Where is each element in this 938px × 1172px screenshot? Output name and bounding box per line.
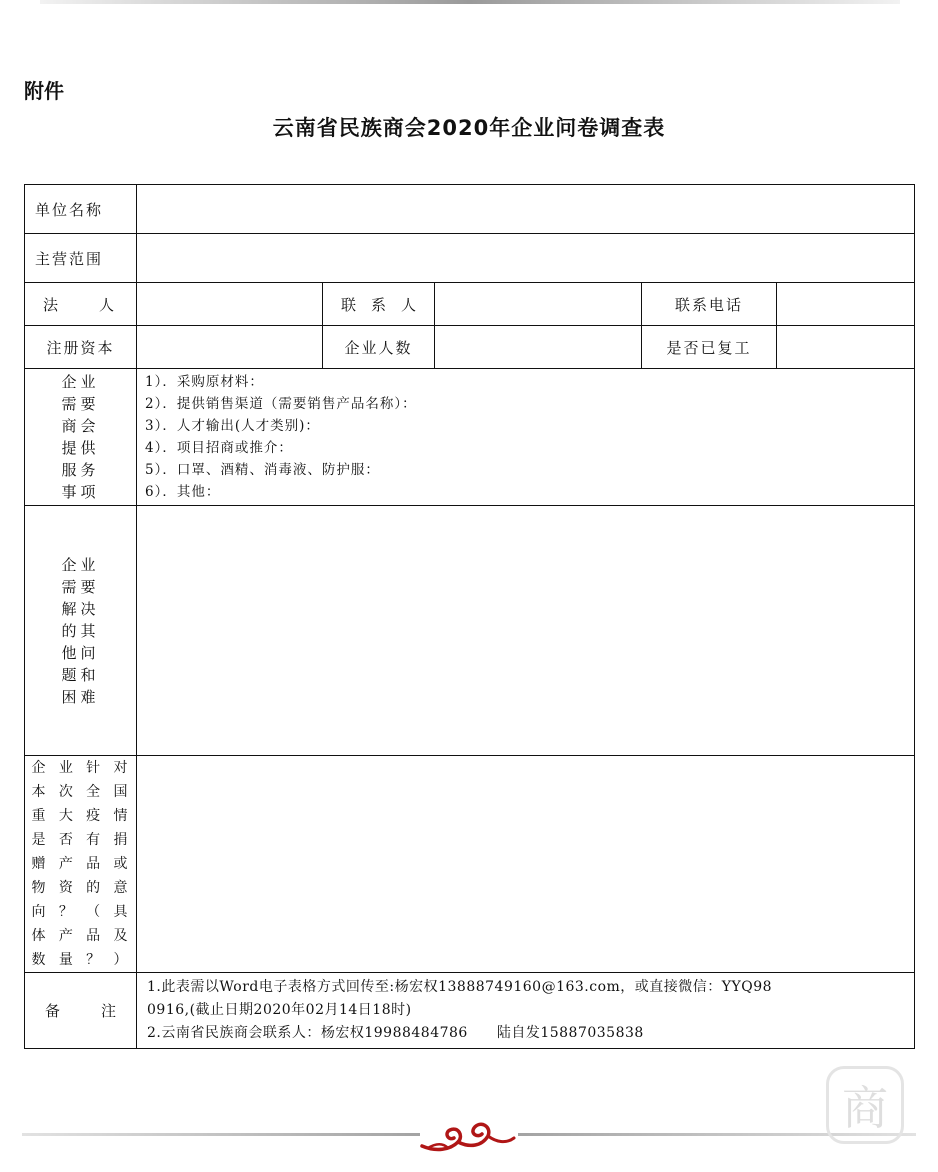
donation-label-cell <box>25 756 137 973</box>
problems-label-line: 他问 <box>61 643 100 662</box>
contact-person-label <box>323 294 434 315</box>
legal-rep-label <box>25 294 136 315</box>
donation-label-line: 是否有捐 <box>31 832 130 848</box>
services-options <box>137 369 914 505</box>
problems-label-cell <box>25 506 137 756</box>
problems-field[interactable] <box>137 506 915 756</box>
registered-capital-field[interactable] <box>137 326 323 369</box>
donation-label-line: 物资的意 <box>31 880 130 896</box>
contact-person-label-char: 联 <box>341 295 357 314</box>
remarks-label-char: 注 <box>100 1002 116 1020</box>
contact-person-label-char: 系 <box>370 295 386 314</box>
footer-divider-left <box>22 1133 420 1136</box>
services-label <box>59 371 103 503</box>
donation-label-line: 重大疫情 <box>31 808 130 824</box>
contact-person-field[interactable] <box>435 283 642 326</box>
services-label-line: 商会 <box>61 417 100 435</box>
attachment-label: 附件 <box>24 79 64 103</box>
remarks-label <box>25 1000 136 1021</box>
remarks-label-char: 备 <box>45 1002 61 1020</box>
resumed-work-label: 是否已复工 <box>666 338 752 357</box>
problems-label-line: 的其 <box>61 621 100 640</box>
survey-form-table <box>24 184 915 1049</box>
business-scope-field[interactable] <box>137 234 915 283</box>
unit-name-field[interactable] <box>137 185 915 234</box>
donation-label-line: 赠产品或 <box>31 856 130 872</box>
problems-label-line: 解决 <box>61 599 100 618</box>
problems-label-line: 企业 <box>61 555 100 574</box>
legal-rep-label-cell <box>25 283 137 326</box>
contact-phone-label-cell <box>642 283 777 326</box>
unit-name-label: 单位名称 <box>35 200 104 219</box>
business-scope-label-cell <box>25 234 137 283</box>
problems-label <box>59 554 103 708</box>
services-label-line: 事项 <box>61 483 100 501</box>
employee-count-label-cell <box>323 326 435 369</box>
problems-label-line: 困难 <box>61 687 100 706</box>
page-title: 云南省民族商会2020年企业问卷调查表 <box>272 116 666 140</box>
donation-label-line: 本次全国 <box>31 784 130 800</box>
services-label-line: 企业 <box>61 373 100 391</box>
services-label-line: 服务 <box>61 461 100 479</box>
contact-person-label-cell <box>323 283 435 326</box>
legal-rep-label-char: 人 <box>98 295 114 314</box>
services-label-line: 提供 <box>61 439 100 457</box>
remarks-cell <box>137 973 915 1049</box>
remarks-line: 2.云南省民族商会联系人：杨宏权19988484786 陆自发15887035838 <box>147 1025 644 1041</box>
legal-rep-label-char: 法 <box>43 295 59 314</box>
donation-label <box>32 756 130 972</box>
services-label-cell <box>25 369 137 506</box>
contact-phone-label: 联系电话 <box>674 295 743 314</box>
employee-count-field[interactable] <box>435 326 642 369</box>
services-option: 4）．项目招商或推介： <box>145 440 293 456</box>
donation-label-line: 数量？） <box>31 952 130 968</box>
remarks-line: 0916,(截止日期2020年02月14日18时) <box>147 1002 412 1018</box>
services-option: 1）．采购原材料： <box>145 374 264 390</box>
resumed-work-label-cell <box>642 326 777 369</box>
registered-capital-label: 注册资本 <box>46 338 115 357</box>
contact-phone-field[interactable] <box>777 283 915 326</box>
services-label-line: 需要 <box>61 395 100 413</box>
top-divider <box>40 0 900 4</box>
registered-capital-label-cell <box>25 326 137 369</box>
services-option: 2）．提供销售渠道（需要销售产品名称）： <box>145 396 417 412</box>
donation-label-line: 向？（具 <box>31 904 130 920</box>
services-option: 5）．口罩、酒精、消毒液、防护服： <box>145 462 380 478</box>
remarks-line: 1.此表需以Word电子表格方式回传至:杨宏权13888749160@163.com，或直接微信：YYQ98 <box>147 979 773 995</box>
unit-name-label-cell <box>25 185 137 234</box>
cloud-ornament-icon <box>418 1108 518 1158</box>
employee-count-label: 企业人数 <box>344 338 413 357</box>
resumed-work-field[interactable] <box>777 326 915 369</box>
services-field[interactable] <box>137 369 915 506</box>
contact-person-label-char: 人 <box>400 295 416 314</box>
donation-label-line: 体产品及 <box>31 928 130 944</box>
business-scope-label: 主营范围 <box>35 249 104 268</box>
services-option: 6）．其他： <box>145 484 221 500</box>
services-option: 3）．人才输出(人才类别)： <box>145 418 320 434</box>
legal-rep-field[interactable] <box>137 283 323 326</box>
problems-label-line: 需要 <box>61 577 100 596</box>
remarks-text <box>137 973 914 1048</box>
remarks-label-cell <box>25 973 137 1049</box>
problems-label-line: 题和 <box>61 665 100 684</box>
watermark-logo: 商 <box>826 1066 904 1144</box>
donation-label-line: 企业针对 <box>31 760 130 776</box>
donation-field[interactable] <box>137 756 915 973</box>
